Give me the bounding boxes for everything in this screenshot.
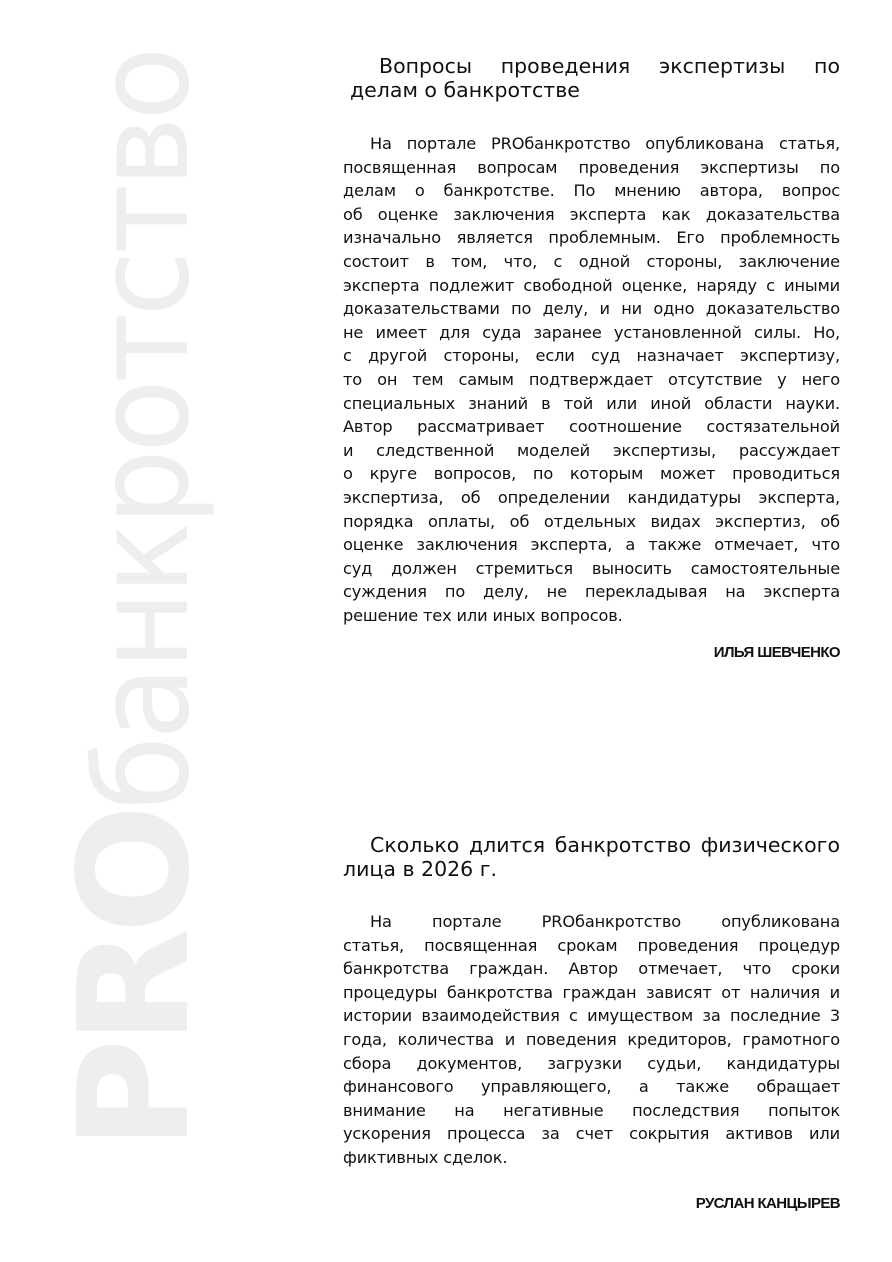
body-line: статья, посвященная срокам проведения процедур bbox=[343, 935, 840, 955]
article-2-title bbox=[343, 833, 840, 881]
article-1-title bbox=[343, 54, 840, 102]
body-line: о круге вопросов, по которым может проводиться bbox=[343, 464, 840, 484]
body-line: фиктивных сделок. bbox=[343, 1147, 508, 1167]
body-line: суждения по делу, не перекладывая на эксперта bbox=[343, 582, 840, 602]
body-line: ускорения процесса за счет сокрытия активов или bbox=[343, 1124, 840, 1144]
body-line: суд должен стремиться выносить самостоятельные bbox=[343, 558, 840, 578]
watermark-bankrotstvo-text: банкротство bbox=[69, 3, 218, 811]
body-line: На портале PROбанкротство опубликована bbox=[370, 912, 840, 931]
body-line: доказательствами по делу, и ни одно доказательство bbox=[343, 299, 840, 319]
title-line: лица в 2026 г. bbox=[343, 857, 498, 881]
body-line: года, количества и поведения кредиторов, грамотного bbox=[343, 1029, 840, 1049]
title-line: делам о банкротстве bbox=[350, 78, 580, 102]
body-line: экспертиза, об определении кандидатуры эксперта, bbox=[343, 487, 840, 507]
body-line: финансового управляющего, а также обращает bbox=[343, 1077, 840, 1097]
article-2-author: РУСЛАН КАНЦЫРЕВ bbox=[695, 1195, 840, 1212]
body-line: об оценке заключения эксперта как доказательства bbox=[343, 204, 840, 224]
body-line: и следственной моделей экспертизы, рассуждает bbox=[343, 440, 840, 460]
body-line: то он тем самым подтверждает отсутствие у него bbox=[343, 369, 840, 389]
body-line: с другой стороны, если суд назначает экспертизу, bbox=[343, 346, 840, 366]
body-line: Автор рассматривает соотношение состязательной bbox=[343, 417, 840, 437]
article-1 bbox=[343, 54, 840, 627]
body-line: порядка оплаты, об отдельных видах экспертиз, об bbox=[343, 511, 840, 531]
title-line: Вопросы проведения экспертизы по bbox=[379, 54, 840, 78]
body-line: процедуры банкротства граждан зависят от наличия и bbox=[343, 982, 840, 1002]
body-line: истории взаимодействия с имуществом за последние 3 bbox=[343, 1006, 840, 1026]
body-line: специальных знаний в той или иной области науки. bbox=[343, 393, 840, 413]
svg-text:PROбанкротство bbox=[46, 3, 223, 1150]
body-line: посвященная вопросам проведения экспертизы по bbox=[343, 157, 840, 177]
article-1-author: ИЛЬЯ ШЕВЧЕНКО bbox=[713, 644, 840, 661]
body-line: делам о банкротстве. По мнению автора, вопрос bbox=[343, 181, 840, 201]
body-line: эксперта подлежит свободной оценке, наряду с иными bbox=[343, 275, 840, 295]
body-line: внимание на негативные последствия попыток bbox=[343, 1100, 840, 1120]
watermark-pro-text: PRO bbox=[46, 810, 223, 1150]
body-line: банкротства граждан. Автор отмечает, что сроки bbox=[343, 959, 840, 979]
body-line: оценке заключения эксперта, а также отмечает, что bbox=[343, 535, 840, 555]
title-line: Сколько длится банкротство физического bbox=[370, 833, 840, 857]
body-line: не имеет для суда заранее установленной силы. Но, bbox=[343, 322, 840, 342]
article-2-body bbox=[343, 910, 840, 1170]
body-line: изначально является проблемным. Его проблемность bbox=[343, 228, 840, 248]
body-line: состоит в том, что, с одной стороны, заключение bbox=[343, 251, 840, 271]
body-line: сбора документов, загрузки судьи, кандидатуры bbox=[343, 1053, 840, 1073]
article-1-body bbox=[343, 132, 840, 627]
body-line: На портале PROбанкротство опубликована статья, bbox=[370, 134, 840, 153]
body-line: решение тех или иных вопросов. bbox=[343, 605, 623, 625]
article-2 bbox=[343, 833, 840, 1170]
